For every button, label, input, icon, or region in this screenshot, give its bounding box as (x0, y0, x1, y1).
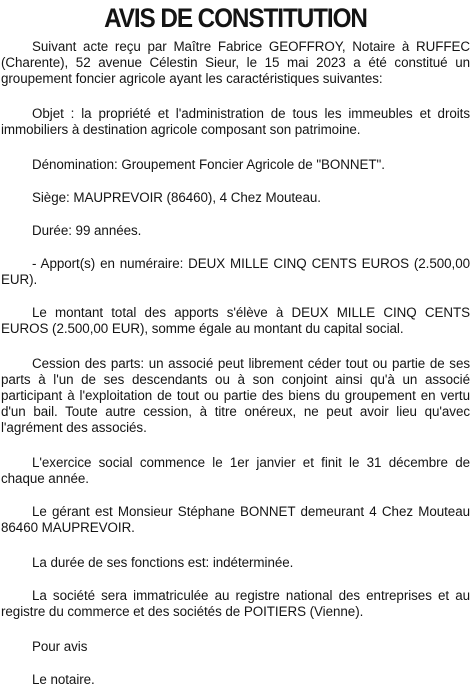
closing-pour-avis: Pour avis (32, 639, 88, 654)
paragraph-fiscal-year: L'exercice social commence le 1er janvier et finit le 31 décembre de chaque année. (1, 455, 470, 486)
paragraph-cash-contribution: - Apport(s) en numéraire: DEUX MILLE CINQ CENTS EUROS (2.500,00 EUR). (1, 256, 470, 287)
paragraph-purpose: Objet : la propriété et l'administration de tous les immeubles et droits immobiliers à destination agricole composant son patrimoine. (1, 106, 470, 137)
paragraph-capital: Le montant total des apports s'élève à DEUX MILLE CINQ CENTS EUROS (2.500,00 EUR), somme égale au montant du capital social. (1, 305, 470, 336)
paragraph-term-of-office: La durée de ses fonctions est: indéterminée. (32, 555, 294, 570)
paragraph-manager: Le gérant est Monsieur Stéphane BONNET demeurant 4 Chez Mouteau 86460 MAUPREVOIR. (1, 504, 470, 535)
paragraph-deed-intro: Suivant acte reçu par Maître Fabrice GEOFFROY, Notaire à RUFFEC (Charente), 52 avenue Célestin Sieur, le 15 mai 2023 a été constitué un groupement foncier agricole ayant les caractéristiques suivantes: (1, 39, 470, 86)
paragraph-name: Dénomination: Groupement Foncier Agricole de "BONNET". (32, 157, 385, 172)
paragraph-registration: La société sera immatriculée au registre national des entreprises et au registre du commerce et des sociétés de POITIERS (Vienne). (1, 588, 470, 619)
paragraph-registered-office: Siège: MAUPREVOIR (86460), 4 Chez Mouteau. (32, 190, 321, 205)
closing-signature: Le notaire. (32, 672, 95, 687)
paragraph-share-transfer: Cession des parts: un associé peut librement céder tout ou partie de ses parts à l'un de ses descendants ou à son conjoint ainsi qu'à un associé participant à l'exploitation de tout ou partie des biens du groupement en vertu d'un bail. Toute autre cession, à titre onéreux, ne peut avoir lieu qu'avec l'agrément des associés. (1, 356, 470, 435)
notice-title: AVIS DE CONSTITUTION (104, 3, 367, 33)
paragraph-duration: Durée: 99 années. (32, 223, 142, 238)
